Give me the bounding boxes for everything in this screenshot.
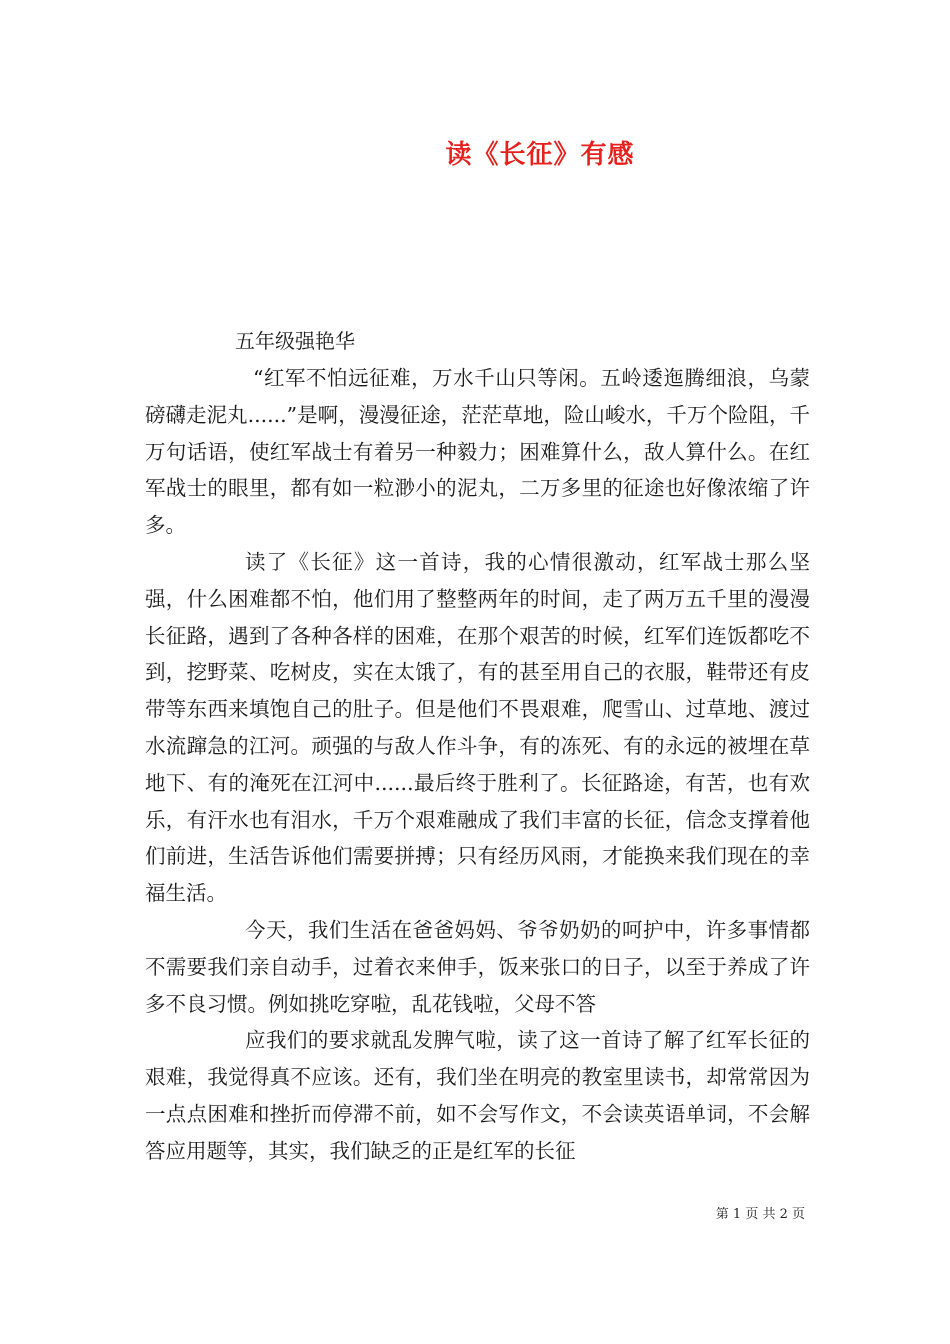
- author-line: 五年级强艳华: [235, 329, 355, 353]
- paragraph-3: 今天，我们生活在爸爸妈妈、爷爷奶奶的呵护中，许多事情都不需要我们亲自动手，过着衣来伸手，饭来张口的日子，以至于养成了许多不良习惯。例如挑吃穿啦，乱花钱啦，父母不答: [145, 917, 810, 1016]
- paragraph-4: 应我们的要求就乱发脾气啦，读了这一首诗了解了红军长征的艰难，我觉得真不应该。还有，我们坐在明亮的教室里读书，却常常因为一点点困难和挫折而停滞不前，如不会写作文，不会读英语单词，不会解答应用题等，其实，我们缺乏的正是红军的长征: [145, 1028, 810, 1163]
- paragraph-2: 读了《长征》这一首诗，我的心情很激动，红军战士那么坚强，什么困难都不怕，他们用了整整两年的时间，走了两万五千里的漫漫长征路，遇到了各种各样的困难，在那个艰苦的时候，红军们连饭都吃不到，挖野菜、吃树皮，实在太饿了，有的甚至用自己的衣服，鞋带还有皮带等东西来填饱自己的肚子。但是他们不畏艰难，爬雪山、过草地、渡过水流蹿急的江河。顽强的与敌人作斗争，有的冻死、有的永远的被埋在草地下、有的淹死在江河中......最后终于胜利了。长征路途，有苦，也有欢乐，有汗水也有泪水，千万个艰难融成了我们丰富的长征，信念支撑着他们前进，生活告诉他们需要拼搏；只有经历风雨，才能换来我们现在的幸福生活。: [145, 549, 810, 906]
- document-title: 读《长征》有感: [445, 140, 635, 170]
- page-number-footer: 第 1 页 共 2 页: [715, 1207, 805, 1222]
- paragraph-1: “红军不怕远征难，万水千山只等闲。五岭逶迤腾细浪，乌蒙磅礴走泥丸......”是啊，漫漫征途，茫茫草地，险山峻水，千万个险阻，千万句话语，使红军战士有着另一种毅力；困难算什么，敌人算什么。在红军战士的眼里，都有如一粒渺小的泥丸，二万多里的征途也好像浓缩了许多。: [145, 366, 810, 538]
- document-body: [145, 360, 810, 1170]
